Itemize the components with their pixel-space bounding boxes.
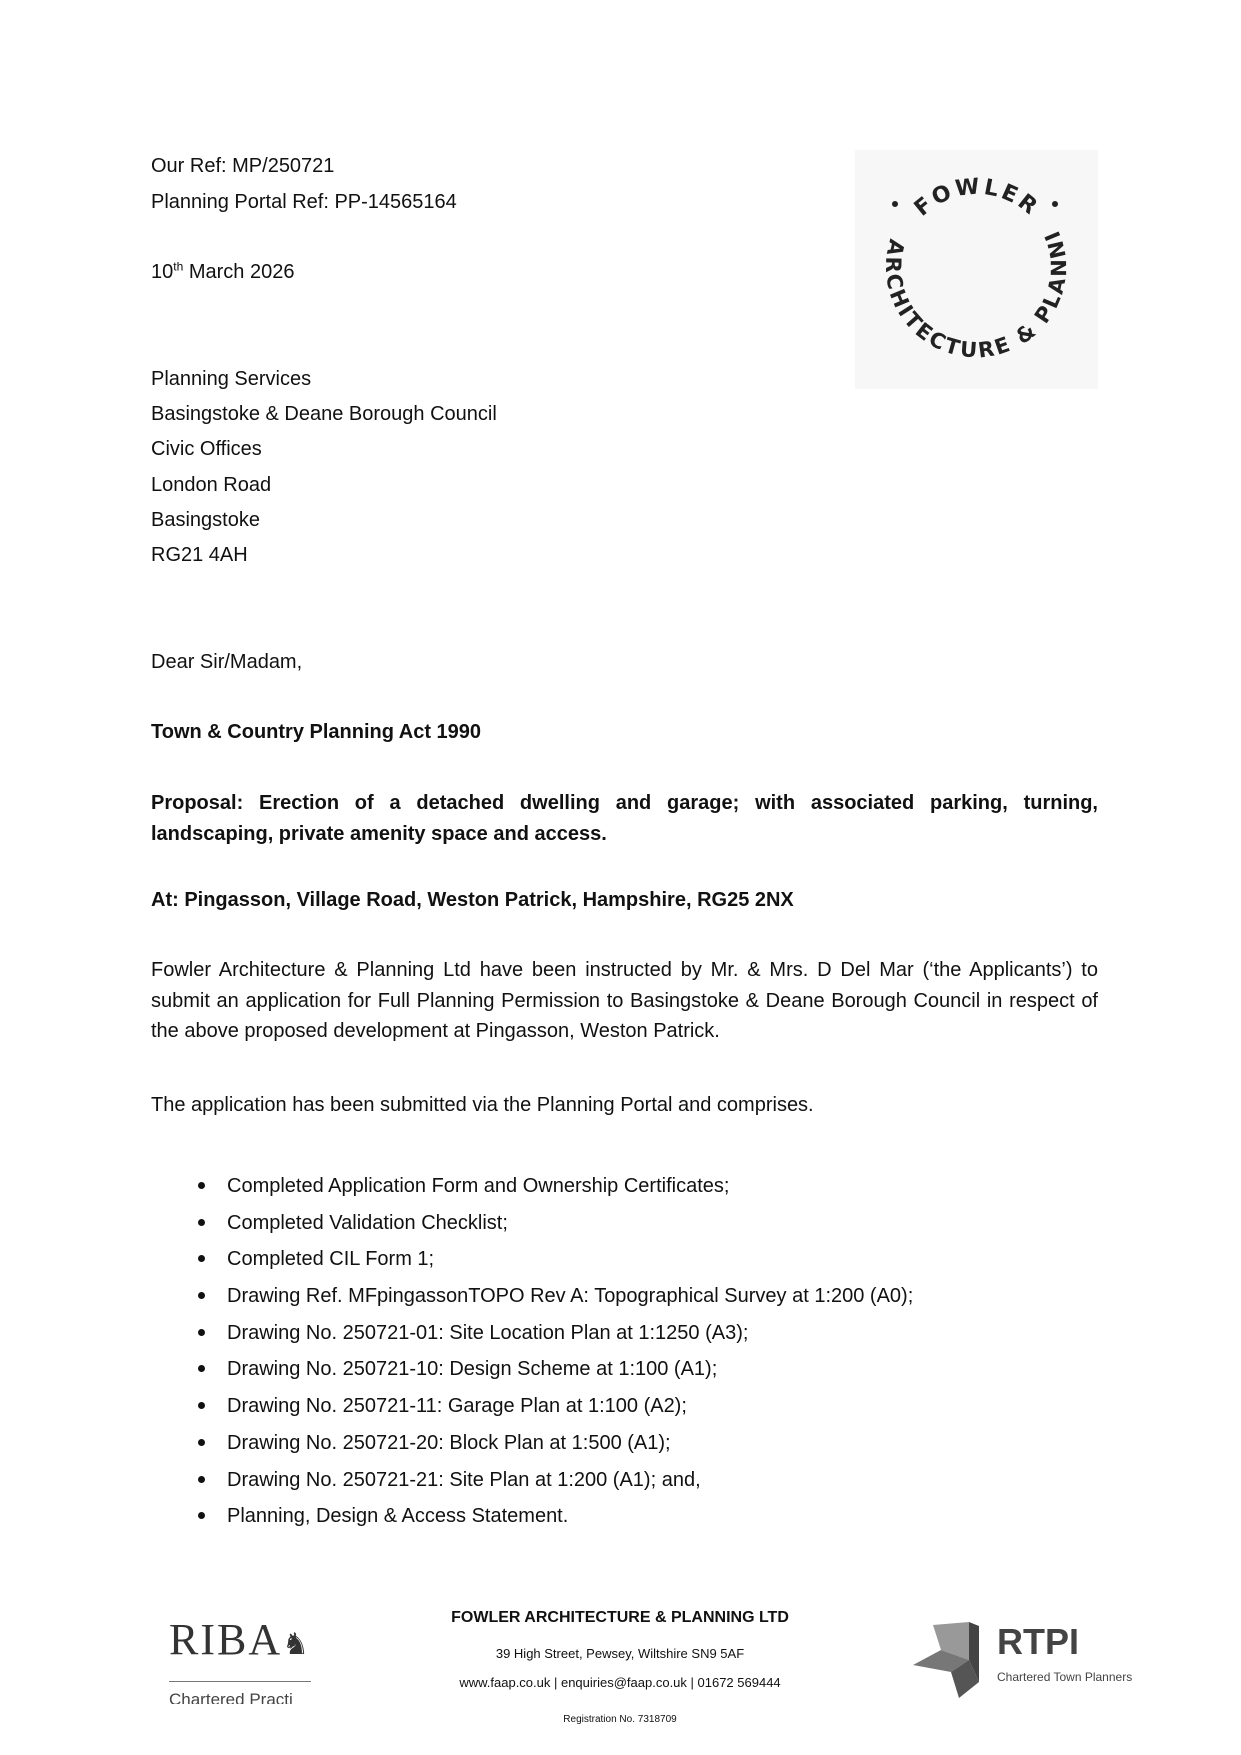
bullet-icon <box>198 1476 205 1483</box>
date-rest: March 2026 <box>183 261 295 283</box>
list-item <box>151 1464 913 1501</box>
our-reference: Our Ref: MP/250721 <box>151 155 335 177</box>
list-item <box>151 1390 913 1427</box>
list-item-text: Drawing No. 250721-01: Site Location Plan at 1:1250 (A3); <box>227 1321 749 1344</box>
bullet-icon <box>198 1255 205 1262</box>
list-item <box>151 1280 913 1317</box>
list-item <box>151 1500 913 1537</box>
fowler-logo <box>855 150 1098 389</box>
list-item-text: Planning, Design & Access Statement. <box>227 1505 569 1528</box>
list-item-text: Drawing No. 250721-20: Block Plan at 1:500 (A1); <box>227 1431 671 1454</box>
recipient-line: Basingstoke & Deane Borough Council <box>151 403 497 425</box>
rtpi-cube-icon <box>911 1620 991 1700</box>
bullet-icon <box>198 1402 205 1409</box>
list-item-text: Drawing Ref. MFpingassonTOPO Rev A: Topographical Survey at 1:200 (A0); <box>227 1285 914 1308</box>
rtpi-logo-text: RTPI <box>997 1621 1080 1662</box>
list-item-text: Completed CIL Form 1; <box>227 1248 435 1271</box>
portal-reference: Planning Portal Ref: PP-14565164 <box>151 191 457 213</box>
riba-logo-text: RIBA <box>169 1616 283 1664</box>
logo-text-top: FOWLER <box>909 174 1044 222</box>
list-item-text: Completed Validation Checklist; <box>227 1211 508 1234</box>
recipient-line: Planning Services <box>151 368 312 390</box>
intro-paragraph: Fowler Architecture & Planning Ltd have been instructed by Mr. & Mrs. D Del Mar (‘the Applicants’) to submit an application for Full Planning Permission to Basingstoke & Deane Borough Council in respect of the above proposed development at Pingasson, Weston Patrick. <box>151 959 1098 1042</box>
bullet-icon <box>198 1512 205 1519</box>
list-item-text: Drawing No. 250721-21: Site Plan at 1:200 (A1); and, <box>227 1468 701 1491</box>
list-item <box>151 1427 913 1464</box>
bullet-icon <box>198 1439 205 1446</box>
bullet-icon <box>198 1182 205 1189</box>
proposal-heading: Proposal: Erection of a detached dwelling and garage; with associated parking, turning, landscaping, private amenity space and access. <box>151 792 1098 845</box>
svg-text:FOWLER <box>910 174 1044 221</box>
list-item <box>151 1353 913 1390</box>
footer-company: FOWLER ARCHITECTURE & PLANNING LTD <box>451 1609 789 1626</box>
riba-lion-icon: ♞ <box>282 1628 311 1661</box>
recipient-line: Basingstoke <box>151 509 260 531</box>
bullet-icon <box>198 1365 205 1372</box>
rtpi-subtitle: Chartered Town Planners <box>997 1670 1133 1684</box>
recipient-line: London Road <box>151 474 272 496</box>
submission-paragraph: The application has been submitted via the Planning Portal and comprises. <box>151 1094 814 1116</box>
footer-contact: www.faap.co.uk | enquiries@faap.co.uk | 01672 569444 <box>459 1675 781 1690</box>
list-item <box>151 1243 913 1280</box>
riba-subtitle: Chartered Practi <box>169 1690 293 1704</box>
list-item <box>151 1317 913 1354</box>
document-list <box>151 1170 913 1537</box>
riba-logo <box>169 1616 311 1704</box>
bullet-icon <box>198 1219 205 1226</box>
site-heading: At: Pingasson, Village Road, Weston Patrick, Hampshire, RG25 2NX <box>151 889 794 911</box>
list-item <box>151 1207 913 1244</box>
rtpi-logo <box>911 1620 1156 1702</box>
bullet-icon <box>198 1292 205 1299</box>
recipient-line: Civic Offices <box>151 438 262 460</box>
act-heading: Town & Country Planning Act 1990 <box>151 721 482 743</box>
footer-address: 39 High Street, Pewsey, Wiltshire SN9 5AF <box>495 1646 745 1661</box>
letter-date <box>151 260 294 284</box>
recipient-line: RG21 4AH <box>151 544 248 566</box>
logo-text-ring: ARCHITECTURE & PLANNI <box>880 225 1072 363</box>
salutation: Dear Sir/Madam, <box>151 651 303 673</box>
footer-registration: Registration No. 7318709 <box>563 1714 677 1725</box>
list-item-text: Completed Application Form and Ownership Certificates; <box>227 1175 730 1197</box>
date-day: 10 <box>151 261 174 283</box>
list-item <box>151 1170 913 1207</box>
date-suffix: th <box>173 259 184 274</box>
list-item-text: Drawing No. 250721-10: Design Scheme at 1:100 (A1); <box>227 1358 718 1381</box>
list-item-text: Drawing No. 250721-11: Garage Plan at 1:100 (A2); <box>227 1395 687 1418</box>
bullet-icon <box>198 1329 205 1336</box>
